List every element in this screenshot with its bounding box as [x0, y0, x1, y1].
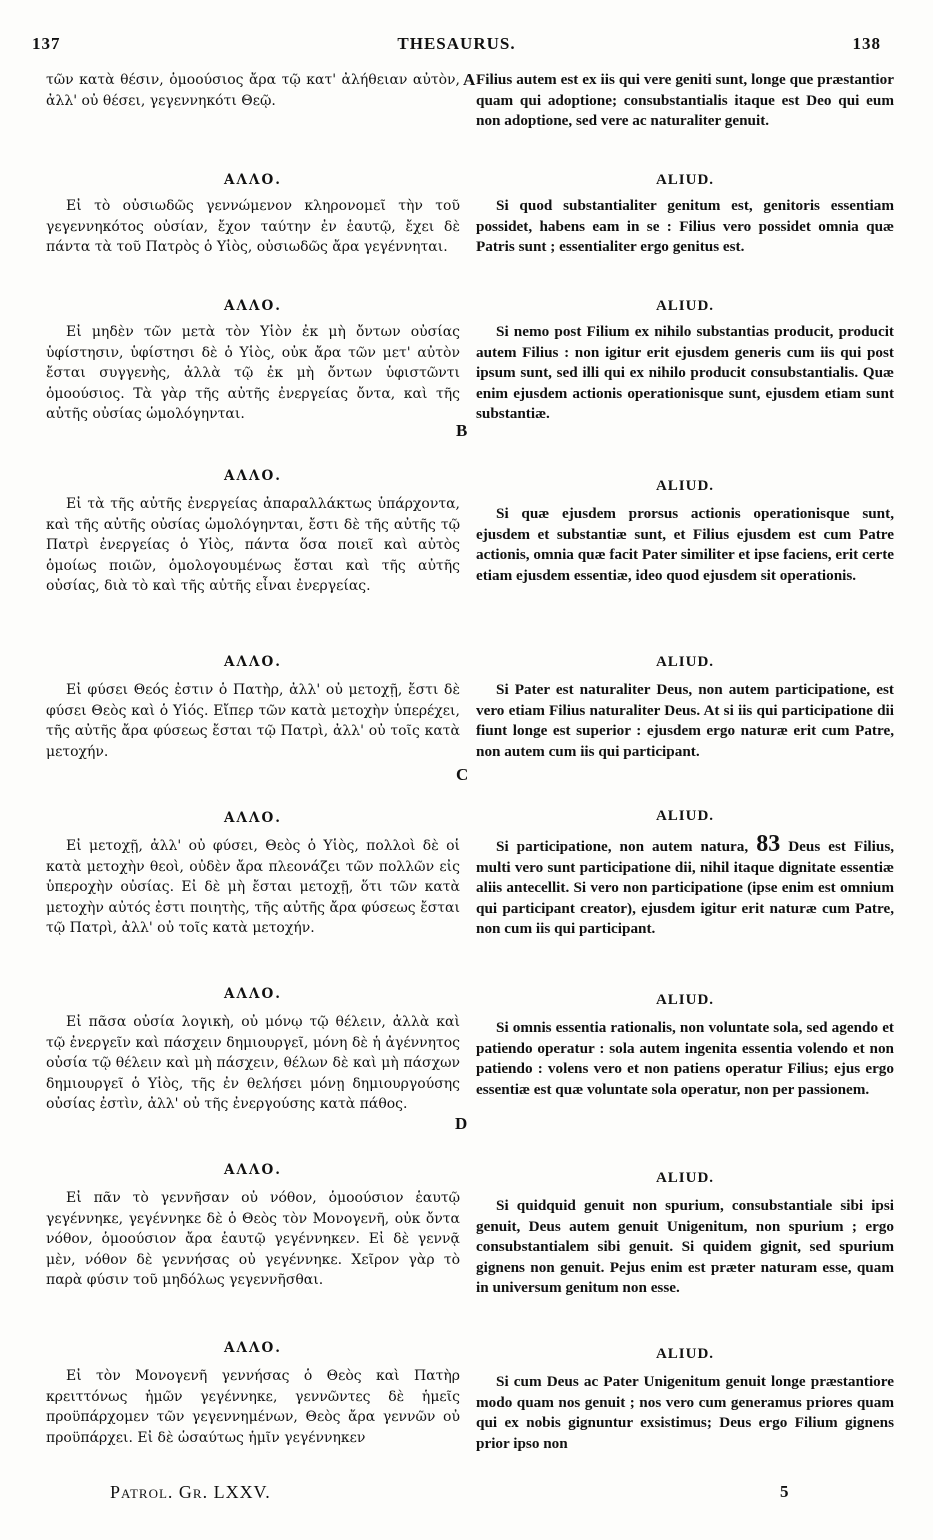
latin-paragraph — [476, 1196, 894, 1299]
running-header — [32, 34, 881, 58]
greek-paragraph — [46, 322, 460, 425]
latin-text-fragment: Deus est Filius, multi vero sunt participatione dii, nihil itaque dignitate essentiæ aliis antecellit. Si vero non participatione (ipse enim est omnium qui participant creator), ejusdem igitur erit naturæ cum Patre, non cum iis qui participant. — [476, 838, 895, 938]
latin-paragraph — [476, 680, 894, 762]
latin-section-heading: ALIUD. — [655, 1346, 715, 1362]
greek-paragraph-text: τῶν κατὰ θέσιν, ὁμοούσιος ἄρα τῷ κατ' ἀλήθειαν αὐτὸν, ἀλλ' οὐ θέσει, γεγεννηκότι Θεῷ. — [46, 72, 460, 109]
greek-section-heading: ΑΛΛΟ. — [224, 654, 282, 670]
latin-paragraph — [476, 1018, 894, 1100]
greek-paragraph — [46, 1188, 460, 1291]
greek-section-heading: ΑΛΛΟ. — [224, 1162, 282, 1178]
greek-section-heading: ΑΛΛΟ. — [224, 468, 282, 484]
margin-letter-b: B — [456, 421, 468, 440]
latin-paragraph — [476, 831, 895, 940]
latin-paragraph — [476, 70, 894, 132]
latin-section-heading: ALIUD. — [655, 808, 715, 824]
latin-section-heading: ALIUD. — [655, 478, 715, 494]
greek-paragraph-text: Εἰ τὰ τῆς αὐτῆς ἐνεργείας ἀπαραλλάκτως ὑπάρχοντα, καὶ τῆς αὐτῆς οὐσίας ὡμολόγηνται, ἔστι δὲ τῆς αὐτῆς τῷ Πατρὶ ἐνεργείας ὁ Υἱὸς, πάντα ὅσα ποιεῖ καὶ αὐτὸς ὁμοίως ποιῶν, ὁμολογουμένως ἔσται καὶ τῆς αὐτῆς οὐσίας, διὰ τὸ καὶ τῆς αὐτῆς εἶναι ἐνεργείας. — [46, 496, 460, 595]
greek-paragraph-text: Εἰ πᾶν τὸ γεννῆσαν οὐ νόθον, ὁμοούσιον ἑαυτῷ γεγέννηκε, γεγέννηκε δὲ ὁ Θεὸς τὸν Μονογενῆ, οὐκ ὄντα νόθον, ὁμοούσιον ἄρα ἑαυτῷ γεγέννηκεν. Εἰ δὲ γεννᾷ μὲν, νόθον δὲ γεννήσας οὐ γεγέννηκε. Χεῖρον γὰρ τὸ παρὰ φύσιν τοῦ μηδόλως γεγεννῆσθαι. — [46, 1190, 460, 1289]
latin-paragraph — [476, 504, 894, 586]
greek-paragraph-text: Εἰ πᾶσα οὐσία λογικὴ, οὐ μόνῳ τῷ θέλειν, ἀλλὰ καὶ τῷ ἐνεργεῖν καὶ πάσχειν δημιουργεῖ, μόνη δὲ ἡ ἀγέννητος οὐσία τῷ θέλειν καὶ μὴ πάσχειν, θέλων δὲ καὶ μὴ πάσχων δημιουργεῖ ὁ Υἱὸς, τῆς ἐν θελήσει μόνῃ δημιουργούσης οὐσίας ἐστὶν, ἀλλ' οὐ τῆς ἐνεργούσης κατὰ πάθος. — [46, 1014, 460, 1113]
sheet-number: 5 — [780, 1482, 790, 1501]
page-footer — [0, 1482, 933, 1512]
greek-paragraph-text: Εἰ τὸν Μονογενῆ γεννήσας ὁ Θεὸς καὶ Πατὴρ κρειττόνως ἡμῶν γεγέννηκε, γεννῶντες δὲ ἡμεῖς προϋπάρχομεν τῶν γεγεννημένων, Θεὸς ἄρα γεννῶν οὐ προϋπάρχει. Εἰ δὲ ὡσαύτως ἡμῖν γεγέννηκεν — [46, 1368, 460, 1446]
latin-paragraph — [476, 196, 894, 258]
latin-section-heading: ALIUD. — [655, 172, 715, 188]
greek-paragraph — [46, 680, 460, 762]
margin-letter-d: D — [455, 1114, 468, 1133]
greek-paragraph-text: Εἰ μηδὲν τῶν μετὰ τὸν Υἱὸν ἐκ μὴ ὄντων οὐσίας ὑφίστησιν, ὑφίστησι δὲ ὁ Υἱὸς, οὐκ ἄρα τῶν μετ' αὐτὸν ἔσται συγγενὴς, ἀλλὰ τῷ ἐκ μὴ ὄντων ὑφιστῶντι ὁμοούσιος. Τὰ γὰρ τῆς αὐτῆς ἐνεργείας ὄντα, καὶ τῆς αὐτῆς οὐσίας ὡμολόγηνται. — [46, 324, 460, 423]
right-page-number: 138 — [852, 34, 881, 53]
latin-section-heading: ALIUD. — [655, 1170, 715, 1186]
signature-mark: Patrol. Gr. LXXV. — [110, 1482, 271, 1502]
column-number: 83 — [756, 831, 781, 857]
running-title: THESAURUS. — [397, 34, 516, 53]
greek-paragraph-text: Εἰ τὸ οὐσιωδῶς γεννώμενον κληρονομεῖ τὴν τοῦ γεγεννηκότος οὐσίαν, ἔχον ταύτην ἐν ἑαυτῷ, ἔχει δὲ πάντα τὰ τοῦ Πατρὸς ὁ Υἱὸς, οὐσιωδῶς ἄρα γεγέννηται. — [46, 198, 460, 256]
margin-letter-a: A — [463, 70, 476, 89]
latin-paragraph-text: Si Pater est naturaliter Deus, non autem participatione, est vero etiam Filius naturaliter Deus. At si iis qui participatione dii fiunt longe est superior : ejusdem ergo naturæ erit cum Patre, non autem cum iis qui participant. — [476, 681, 894, 760]
latin-section-heading: ALIUD. — [655, 298, 715, 314]
latin-paragraph — [476, 1372, 894, 1454]
greek-paragraph — [46, 196, 460, 258]
greek-paragraph — [46, 1012, 460, 1115]
latin-paragraph-text — [476, 831, 895, 940]
greek-section-heading: ΑΛΛΟ. — [224, 1340, 282, 1356]
latin-paragraph-text: Si quæ ejusdem prorsus actionis operationisque sunt, ejusdem et substantiæ sunt, et Filius ejusdem est cum Patre actionis, omnia quæ facit Pater similiter et ipse faciens, erit certe etiam ejusdem essentiæ, ideo quod ejusdem sit operationis. — [476, 505, 894, 584]
latin-paragraph-text: Si quidquid genuit non spurium, consubstantiale sibi ipsi genuit, Deus autem genuit Unigenitum, non spurium ; ergo consubstantialem sibi genuit. Si quidem gignit, sed spurium gignens non genuit. Pejus enim est præter naturam esse, quam in universum genitum non esse. — [476, 1197, 894, 1297]
latin-section-heading: ALIUD. — [655, 992, 715, 1008]
greek-section-heading: ΑΛΛΟ. — [224, 298, 282, 314]
greek-section-heading: ΑΛΛΟ. — [224, 986, 282, 1002]
left-page-number: 137 — [32, 34, 61, 53]
greek-paragraph-text: Εἰ φύσει Θεός ἐστιν ὁ Πατὴρ, ἀλλ' οὐ μετοχῇ, ἔστι δὲ φύσει Θεὸς καὶ ὁ Υἱός. Εἴπερ τῶν κατὰ μετοχὴν ὑπερέχει, τῆς αὐτῆς ἄρα φύσεως ἔσται τῷ Πατρὶ, ἀλλ' οὐ τοῖς κατὰ μετοχήν. — [46, 682, 460, 760]
latin-paragraph-text: Filius autem est ex iis qui vere geniti sunt, longe que præstantior quam qui adoptione; consubstantialis itaque est Deo qui eum non adoptione, sed vere ac naturaliter genuit. — [476, 71, 894, 130]
margin-letter-c: C — [456, 765, 469, 784]
greek-paragraph-text: Εἰ μετοχῇ, ἀλλ' οὐ φύσει, Θεὸς ὁ Υἱὸς, πολλοὶ δὲ οἱ κατὰ μετοχὴν θεοὶ, οὐδὲν ἄρα πλεονάζει τῶν πολλῶν εἰς ὑπεροχὴν οὐσίας. Εἰ δὲ μὴ ἔσται μετοχῇ, ὅτι τῶν κατὰ μετοχὴν αὐτός ἐστι ποιητὴς, τῆς αὐτῆς ἄρα φύσεως ἔσται τῷ Πατρὶ, ἀλλ' οὐ τοῖς κατὰ μετοχήν. — [46, 838, 460, 937]
latin-paragraph — [476, 322, 894, 425]
latin-paragraph-text: Si cum Deus ac Pater Unigenitum genuit longe præstantiore modo quam nos genuit ; nos vero cum generamus priores quam qui ex nobis gignuntur exsistimus; Deus ergo Filium gignens prior ipso non — [476, 1373, 894, 1452]
latin-text-fragment: Si participatione, non autem natura, — [496, 838, 749, 855]
latin-paragraph-text: Si nemo post Filium ex nihilo substantias producit, producit autem Filius : non igitur erit ejusdem generis cum iis qui post ipsum sunt, sed illi qui ex nihilo producit consubstantialis. Quæ enim ejusdem actionis operationisque sunt, ejusdem etiam sunt substantiæ. — [476, 323, 894, 423]
greek-paragraph — [46, 836, 460, 939]
latin-paragraph-text: Si quod substantialiter genitum est, genitoris essentiam possidet, habens eam in se : Filius vero possidet omnia quæ Patris sunt ; essentialiter ergo genitus est. — [476, 197, 894, 256]
greek-paragraph — [46, 494, 460, 597]
greek-paragraph — [46, 1366, 460, 1448]
latin-section-heading: ALIUD. — [655, 654, 715, 670]
greek-section-heading: ΑΛΛΟ. — [224, 172, 282, 188]
greek-paragraph — [46, 70, 460, 111]
latin-paragraph-text: Si omnis essentia rationalis, non voluntate sola, sed agendo et patiendo operatur : sola autem ingenita essentia volendo et non patiendo : volens vero et non patiens operatur Filius; ejus ergo essentiæ est quæ voluntate sola operatur, non per passionem. — [476, 1019, 894, 1098]
greek-section-heading: ΑΛΛΟ. — [224, 810, 282, 826]
